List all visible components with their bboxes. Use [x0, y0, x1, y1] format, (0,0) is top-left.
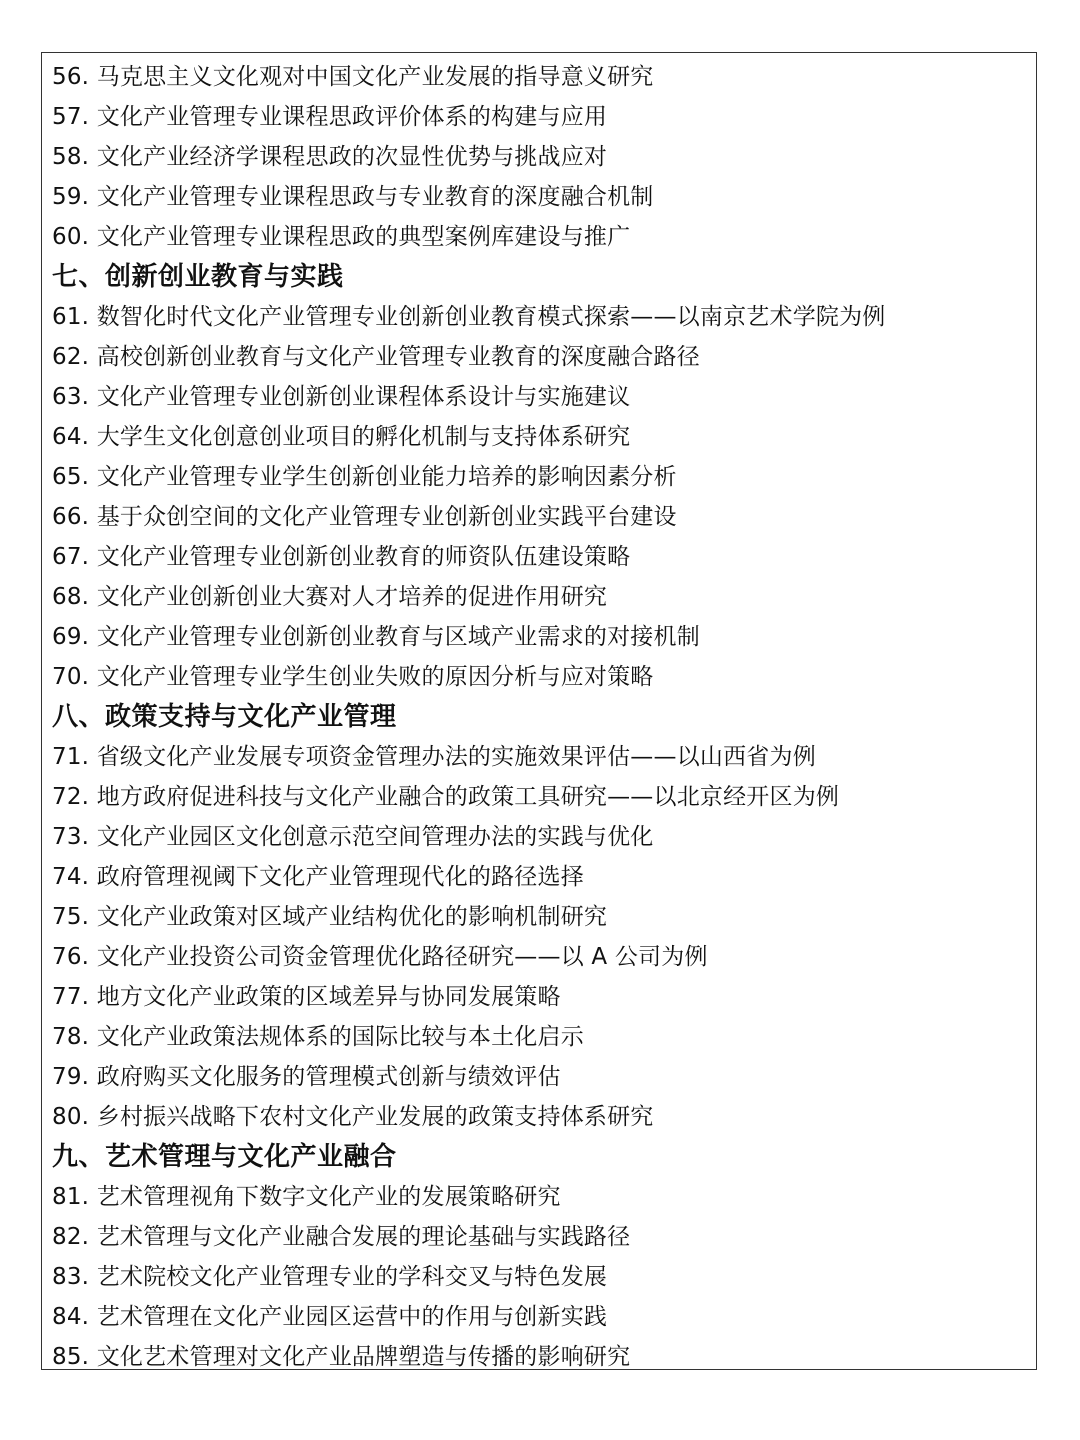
topic-list-frame — [41, 52, 1037, 1370]
list-item: 59. 文化产业管理专业课程思政与专业教育的深度融合机制 — [52, 184, 654, 210]
list-item: 82. 艺术管理与文化产业融合发展的理论基础与实践路径 — [52, 1224, 631, 1250]
list-item: 74. 政府管理视阈下文化产业管理现代化的路径选择 — [52, 864, 584, 890]
list-item: 58. 文化产业经济学课程思政的次显性优势与挑战应对 — [52, 144, 608, 170]
list-item: 56. 马克思主义文化观对中国文化产业发展的指导意义研究 — [52, 64, 654, 90]
list-item: 67. 文化产业管理专业创新创业教育的师资队伍建设策略 — [52, 544, 631, 570]
list-item: 77. 地方文化产业政策的区域差异与协同发展策略 — [52, 984, 561, 1010]
list-item: 81. 艺术管理视角下数字文化产业的发展策略研究 — [52, 1184, 561, 1210]
list-item: 85. 文化艺术管理对文化产业品牌塑造与传播的影响研究 — [52, 1344, 631, 1370]
section-heading: 七、创新创业教育与实践 — [52, 262, 344, 292]
list-item: 73. 文化产业园区文化创意示范空间管理办法的实践与优化 — [52, 824, 654, 850]
list-item: 63. 文化产业管理专业创新创业课程体系设计与实施建议 — [52, 384, 631, 410]
list-item: 66. 基于众创空间的文化产业管理专业创新创业实践平台建设 — [52, 504, 677, 530]
list-item: 71. 省级文化产业发展专项资金管理办法的实施效果评估——以山西省为例 — [52, 744, 816, 770]
list-item: 61. 数智化时代文化产业管理专业创新创业教育模式探索——以南京艺术学院为例 — [52, 304, 886, 330]
list-item: 69. 文化产业管理专业创新创业教育与区域产业需求的对接机制 — [52, 624, 700, 650]
list-item: 64. 大学生文化创意创业项目的孵化机制与支持体系研究 — [52, 424, 631, 450]
list-item: 78. 文化产业政策法规体系的国际比较与本土化启示 — [52, 1024, 584, 1050]
section-heading: 九、艺术管理与文化产业融合 — [52, 1142, 397, 1172]
list-item: 70. 文化产业管理专业学生创业失败的原因分析与应对策略 — [52, 664, 654, 690]
list-item: 80. 乡村振兴战略下农村文化产业发展的政策支持体系研究 — [52, 1104, 654, 1130]
section-heading: 八、政策支持与文化产业管理 — [52, 702, 397, 732]
list-item: 68. 文化产业创新创业大赛对人才培养的促进作用研究 — [52, 584, 608, 610]
list-item: 72. 地方政府促进科技与文化产业融合的政策工具研究——以北京经开区为例 — [52, 784, 840, 810]
list-item: 75. 文化产业政策对区域产业结构优化的影响机制研究 — [52, 904, 608, 930]
list-item: 84. 艺术管理在文化产业园区运营中的作用与创新实践 — [52, 1304, 608, 1330]
list-item: 83. 艺术院校文化产业管理专业的学科交叉与特色发展 — [52, 1264, 608, 1290]
list-item: 57. 文化产业管理专业课程思政评价体系的构建与应用 — [52, 104, 608, 130]
list-item: 65. 文化产业管理专业学生创新创业能力培养的影响因素分析 — [52, 464, 677, 490]
list-item: 79. 政府购买文化服务的管理模式创新与绩效评估 — [52, 1064, 561, 1090]
list-item: 76. 文化产业投资公司资金管理优化路径研究——以 A 公司为例 — [52, 944, 708, 970]
list-item: 62. 高校创新创业教育与文化产业管理专业教育的深度融合路径 — [52, 344, 700, 370]
list-item: 60. 文化产业管理专业课程思政的典型案例库建设与推广 — [52, 224, 631, 250]
